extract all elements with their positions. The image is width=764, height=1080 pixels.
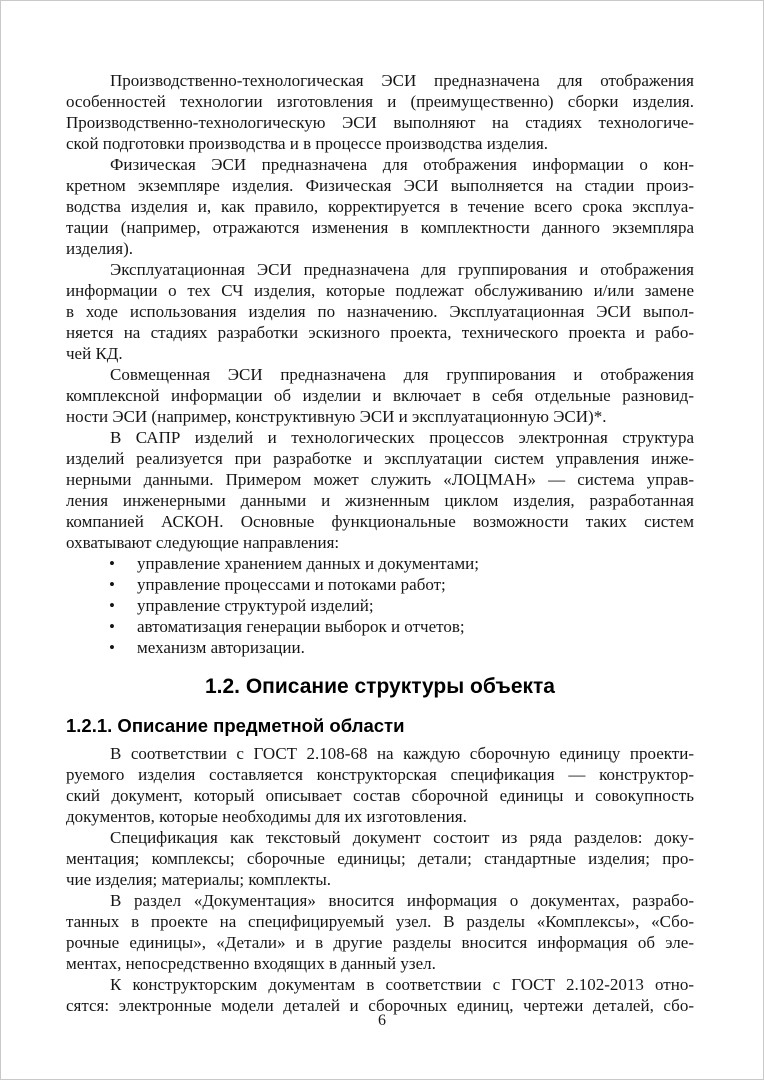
text-line: Спецификация как текстовый документ состоит из ряда разделов: доку- [110, 828, 694, 847]
bullet-item [66, 553, 694, 574]
text-line: изделия). [66, 239, 134, 258]
paragraph-sapr-lotsman [66, 427, 694, 553]
text-line: в ходе использования изделия по назначению. Эксплуатационная ЭСИ выпол- [66, 302, 694, 321]
text-line: руемого изделия составляется конструкторская спецификация — конструктор- [66, 765, 694, 784]
text-line: Физическая ЭСИ предназначена для отображения информации о кон- [110, 155, 694, 174]
subsection-heading: 1.2.1. Описание предметной области [66, 715, 405, 736]
paragraph-combined-esi [66, 364, 694, 427]
paragraph-gost-2-108 [66, 743, 694, 827]
text-line: В соответствии с ГОСТ 2.108-68 на каждую сборочную единицу проекти- [110, 744, 694, 763]
text-line: чей КД. [66, 344, 123, 363]
section-heading: 1.2. Описание структуры объекта [204, 675, 555, 698]
bullet-text: управление хранением данных и документами; [137, 554, 479, 573]
bullet-list [66, 553, 694, 658]
text-line: сятся: электронные модели деталей и сборочных единиц, чертежи деталей, сбо- [66, 996, 694, 1015]
text-line: ления инженерными данными и жизненным циклом изделия, разработанная [66, 491, 694, 510]
text-line: водства изделия и, как правило, корректируется в течение всего срока эксплуа- [66, 197, 694, 216]
text-line: комплексной информации об изделии и включает в себя отдельные разновид- [66, 386, 694, 405]
paragraph-gost-2-102 [66, 974, 694, 1016]
text-line: особенностей технологии изготовления и (преимущественно) сборки изделия. [66, 92, 694, 111]
text-line: няется на стадиях разработки эскизного проекта, технического проекта и рабо- [66, 323, 694, 342]
text-line: В САПР изделий и технологических процессов электронная структура [110, 428, 694, 447]
text-line: ментация; комплексы; сборочные единицы; детали; стандартные изделия; про- [66, 849, 694, 868]
paragraph-documentation-section [66, 890, 694, 974]
bullet-text: автоматизация генерации выборок и отчетов; [137, 617, 465, 636]
bullet-icon: • [109, 575, 115, 594]
bullet-text: механизм авторизации. [137, 638, 305, 657]
text-line: В раздел «Документация» вносится информация о документах, разрабо- [110, 891, 694, 910]
bullet-text: управление процессами и потоками работ; [137, 575, 446, 594]
bullet-item [66, 616, 694, 637]
text-line: ский документ, который описывает состав сборочной единицы и совокупность [66, 786, 694, 805]
paragraph-physical-esi [66, 154, 694, 259]
bullet-icon: • [109, 554, 115, 573]
text-line: Производственно-технологическая ЭСИ предназначена для отображения [110, 71, 694, 90]
text-block [66, 70, 694, 1016]
paragraph-operational-esi [66, 259, 694, 364]
paragraph-production-esi [66, 70, 694, 154]
text-line: охватывают следующие направления: [66, 533, 340, 552]
bullet-icon: • [109, 596, 115, 615]
text-line: Эксплуатационная ЭСИ предназначена для группирования и отображения [110, 260, 694, 279]
bullet-text: управление структурой изделий; [137, 596, 374, 615]
text-line: информации о тех СЧ изделия, которые подлежат обслуживанию и/или замене [66, 281, 694, 300]
text-line: Совмещенная ЭСИ предназначена для группирования и отображения [110, 365, 694, 384]
text-line: изделий реализуется при разработке и эксплуатации систем управления инже- [66, 449, 694, 468]
text-line: компанией АСКОН. Основные функциональные возможности таких систем [66, 512, 694, 531]
text-line: кретном экземпляре изделия. Физическая ЭСИ выполняется на стадии произ- [66, 176, 694, 195]
text-line: нерными данными. Примером может служить «ЛОЦМАН» — система управ- [66, 470, 694, 489]
text-line: Производственно-технологическую ЭСИ выполняют на стадиях технологиче- [66, 113, 694, 132]
text-line: рочные единицы», «Детали» и в другие разделы вносится информация об эле- [66, 933, 694, 952]
text-line: ности ЭСИ (например, конструктивную ЭСИ и эксплуатационную ЭСИ)*. [66, 407, 607, 426]
text-line: документов, которые необходимы для их изготовления. [66, 807, 467, 826]
paragraph-specification-sections [66, 827, 694, 890]
text-line: чие изделия; материалы; комплекты. [66, 870, 332, 889]
text-line: танных в проекте на специфицируемый узел. В разделы «Комплексы», «Сбо- [66, 912, 694, 931]
text-line: тации (например, отражаются изменения в комплектности данного экземпляра [66, 218, 694, 237]
text-line: ментах, непосредственно входящих в данный узел. [66, 954, 436, 973]
bullet-icon: • [109, 617, 115, 636]
page-number: 6 [378, 1012, 386, 1029]
bullet-icon: • [109, 638, 115, 657]
bullet-item [66, 574, 694, 595]
text-line: ской подготовки производства и в процессе производства изделия. [66, 134, 549, 153]
bullet-item [66, 595, 694, 616]
text-line: К конструкторским документам в соответствии с ГОСТ 2.102-2013 отно- [110, 975, 694, 994]
bullet-item [66, 637, 694, 658]
